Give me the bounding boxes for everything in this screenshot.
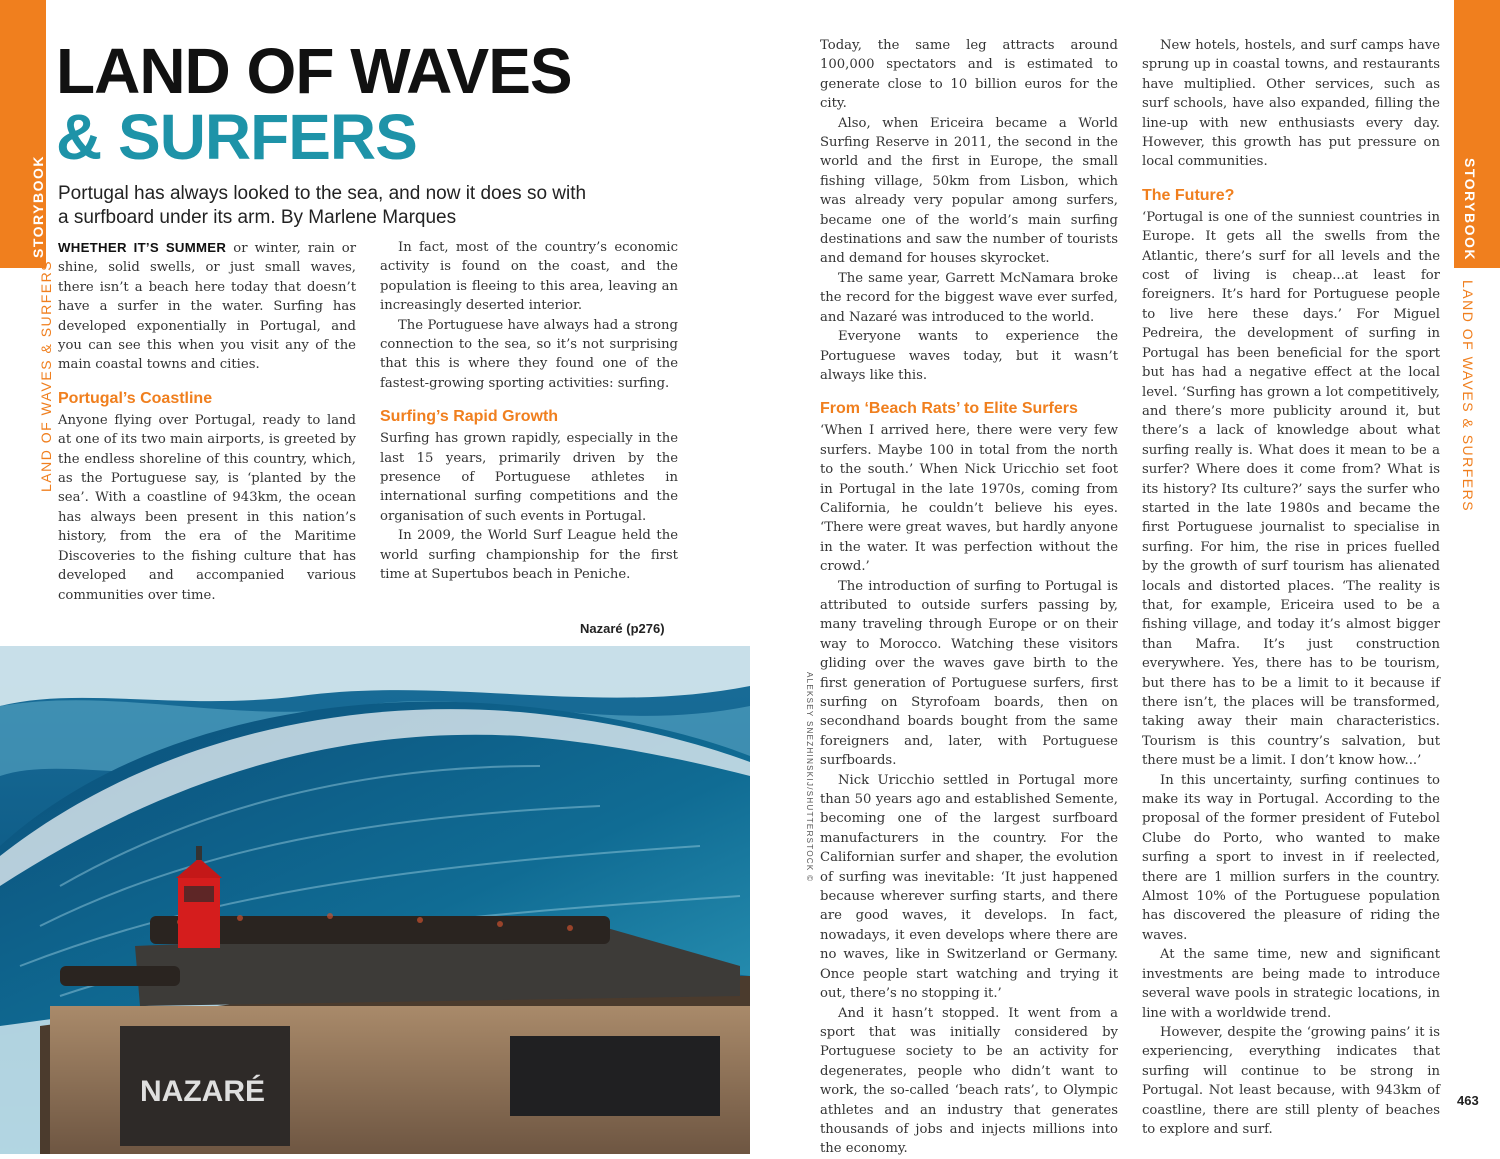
photo-caption: Nazaré (p276) <box>580 621 665 636</box>
right-chapter-label: LAND OF WAVES & SURFERS <box>1460 280 1476 513</box>
paragraph: Also, when Ericeira became a World Surfing Reserve in 2011, the second in the world and the first in Europe, the small fishing village, 50km from Lisbon, which was already very popular among surfers, became one of the world’s main surfing destinations and saw the number of tourists and demand for houses skyrocket. <box>820 115 1118 267</box>
column-4 <box>1142 36 1440 1139</box>
paragraph: At the same time, new and significant investments are being made to introduce several wave pools in strategic locations, in line with a worldwide trend. <box>1142 947 1440 1021</box>
paragraph: The introduction of surfing to Portugal is attributed to outside surfers passing by, many traveling through Europe or on their way to Morocco. Watching these visitors gliding over the waves gave birth to the first generation of Portuguese surfers, first surfing on Styrofoam boards, then on secondhand boards bought from the same foreigners and, later, with Portuguese surfboards. <box>820 578 1118 769</box>
paragraph: In 2009, the World Surf League held the world surfing championship for the first time at Supertubos beach in Peniche. <box>380 528 678 583</box>
left-tab-section-label: STORYBOOK <box>30 155 46 258</box>
paragraph: In fact, most of the country’s economic activity is found on the coast, and the population is fleeing to this area, leaving an increasingly deserted interior. <box>380 240 678 314</box>
lead-in: WHETHER IT’S SUMMER <box>58 240 227 255</box>
column-2 <box>380 238 678 585</box>
paragraph: Everyone wants to experience the Portuguese waves today, but it wasn’t always like this. <box>820 329 1118 383</box>
paragraph: Anyone flying over Portugal, ready to land at one of its two main airports, is greeted by the endless shoreline of this country, which, as the Portuguese say, is ‘planted by the sea’. With a coastline of 943km, the ocean has always been present in this nation’s history, from the era of the Maritime Discoveries to the fishing culture that has developed and accompanied various communities over time. <box>58 412 356 603</box>
paragraph: Today, the same leg attracts around 100,000 spectators and is estimated to generate close to 10 billion euros for the city. <box>820 38 1118 112</box>
title-line-2: & SURFERS <box>56 101 417 173</box>
column-3 <box>820 36 1118 1159</box>
paragraph: ‘When I arrived here, there were very few surfers. Maybe 100 in total from the north to the south.’ When Nick Uricchio set foot in Portugal in the late 1970s, coming from California, he couldn’t believe his eyes. ‘There were great waves, but hardly anyone in the water. It was perfection without the crowd.’ <box>820 423 1118 575</box>
subheading-future: The Future? <box>1142 186 1235 204</box>
standfirst: Portugal has always looked to the sea, and now it does so with a surfboard under its arm. By Marlene Marques <box>58 183 587 228</box>
left-chapter-label: LAND OF WAVES & SURFERS <box>38 259 54 492</box>
page-number: 463 <box>1457 1093 1479 1108</box>
nazare-wave-photo <box>0 646 750 1154</box>
paragraph: The Portuguese have always had a strong connection to the sea, so it’s not surprising that this is where they found one of the fastest-growing sporting activities: surfing. <box>380 317 678 391</box>
paragraph: The same year, Garrett McNamara broke the record for the biggest wave ever surfed, and Nazaré was introduced to the world. <box>820 270 1118 325</box>
paragraph: Surfing has grown rapidly, especially in the last 15 years, primarily driven by the presence of Portuguese athletes in international surfing competitions and the organisation of such events in Portugal. <box>380 431 678 524</box>
paragraph: New hotels, hostels, and surf camps have sprung up in coastal towns, and restaurants have multiplied. Other services, such as surf schools, have also expanded, filling the line-up with new enthusiasts every day. However, this growth has put pressure on local communities. <box>1142 38 1440 170</box>
subheading-rapid-growth: Surfing’s Rapid Growth <box>380 408 559 426</box>
photo-illustration <box>0 646 750 1154</box>
paragraph: And it hasn’t stopped. It went from a sport that was initially considered by Portuguese society to be an activity for degenerates, people who didn’t want to work, the so-called ‘beach rats’, to Olympic athletes and an industry that generates thousands of jobs and injects millions into the economy. <box>820 1005 1118 1157</box>
subheading-coastline: Portugal’s Coastline <box>58 389 213 407</box>
paragraph: ‘Portugal is one of the sunniest countries in Europe. It gets all the swells from the Atlantic, there’s surf for all levels and the cost of living is cheap...at least for foreigners. It’s hard for Portuguese people to live here these days.’ For Miguel Pedreira, the development of surfing in Portugal has been beneficial for the sport but has had a negative effect at the local level. ‘Surfing has grown a lot competitively, and there’s more publicity around it, but there’s a lack of knowledge about what surfing really is. What does it mean to be a surfer? Where does it come from? What is its history? Its culture?’ says the surfer who started in the late 1980s and became the first Portuguese journalist to specialise in surfing. For him, the rise in prices fuelled by the growth of surf tourism has alienated locals and distorted places. ‘The reality is that, for example, Ericeira used to be a fishing village, and today it’s almost bigger than Mafra. It’s just construction everywhere. Yes, there has to be tourism, but there has to be a limit to it because if there isn’t, the places will be transformed, taking away their main characteristics. Tourism is this country’s salvation, but there must be a limit. I don’t know how...’ <box>1142 209 1440 769</box>
title-line-1: LAND OF WAVES <box>56 35 572 107</box>
photo-credit: ALEKSEY SNEZHINSKIJ/SHUTTERSTOCK © <box>805 672 814 883</box>
column-1 <box>58 238 356 605</box>
right-tab-section-label: STORYBOOK <box>1462 158 1478 261</box>
paragraph: In this uncertainty, surfing continues to make its way in Portugal. According to the proposal of the former president of Futebol Clube do Porto, who wanted to make surfing a sport to invest in if reelected, there are 1 million surfers in the country. Almost 10% of the Portuguese population has discovered the pleasure of riding the waves. <box>1142 772 1440 943</box>
paragraph: However, despite the ‘growing pains’ it is experiencing, everything indicates that surfing will continue to be strong in Portugal. Not least because, with 943km of coastline, there are still plenty of beaches to explore and surf. <box>1142 1024 1440 1137</box>
article-title <box>56 35 572 173</box>
sign-text: NAZARÉ <box>140 1075 265 1108</box>
paragraph: Nick Uricchio settled in Portugal more than 50 years ago and established Semente, becoming one of the largest surfboard manufacturers in the country. For the Californian surfer and shaper, the evolution of surfing was inevitable: ‘It just happened because wherever surfing starts, and there are good waves, it develops. In fact, nowadays, it even develops where there are no waves, like in Switzerland or Germany. Once people start watching and trying it out, there’s no stopping it.’ <box>820 772 1118 1002</box>
intro-paragraph: WHETHER IT’S SUMMER or winter, rain or shine, solid swells, or just small waves, there isn’t a beach here today that doesn’t have a surfer in the water. Surfing has developed exponentially in Portugal, and you can see this when you visit any of the main coastal towns and cities. <box>58 240 357 373</box>
subheading-beach-rats: From ‘Beach Rats’ to Elite Surfers <box>820 400 1078 418</box>
